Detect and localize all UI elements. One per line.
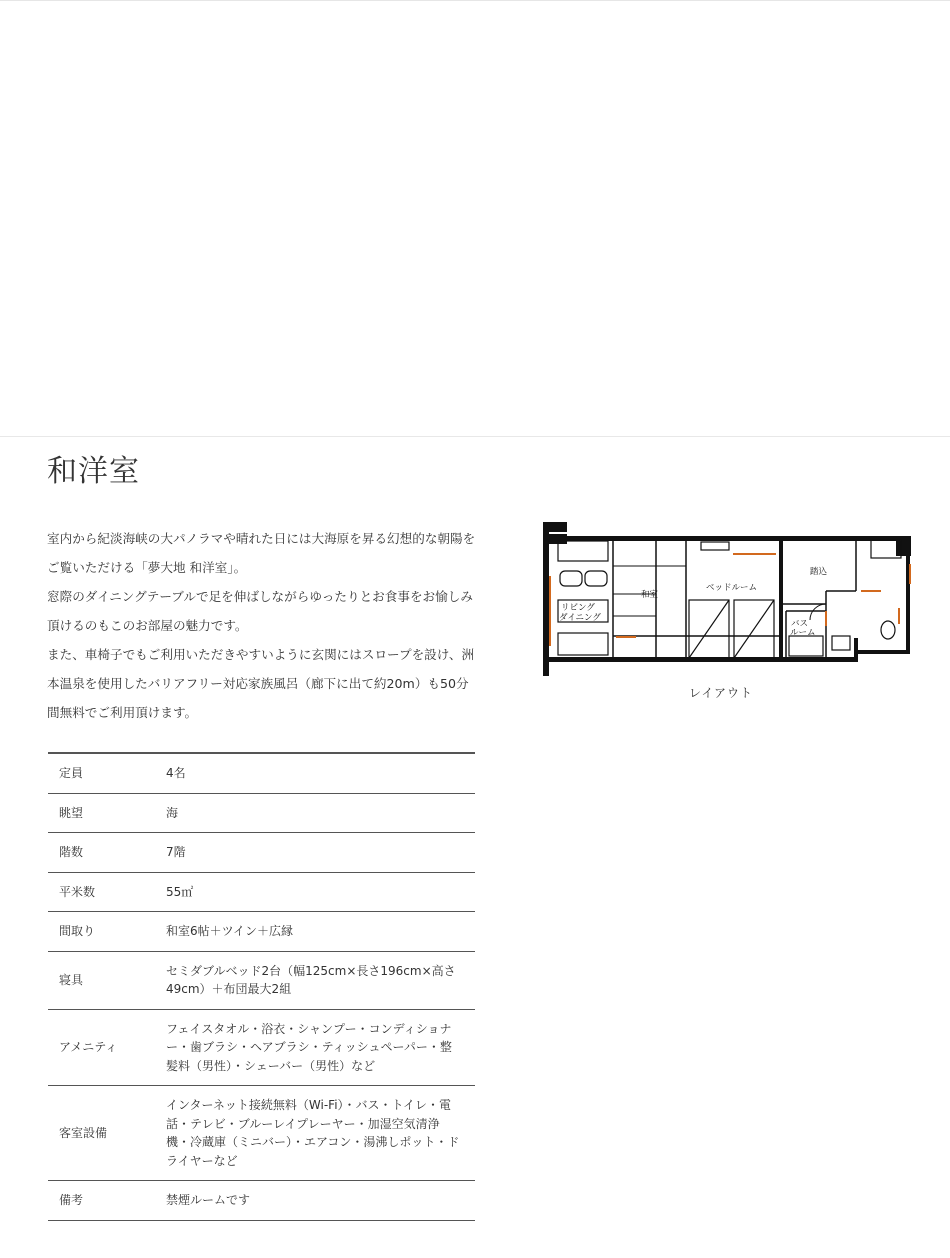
- spec-value: 和室6帖＋ツイン＋広縁: [166, 912, 475, 952]
- door-swing-icon: [810, 604, 826, 620]
- beds: [689, 542, 774, 658]
- spec-value: 禁煙ルームです: [166, 1181, 475, 1221]
- living-furniture: [558, 541, 608, 655]
- room-spec-table: [48, 752, 475, 1221]
- spec-label: アメニティ: [48, 1009, 166, 1086]
- spec-value: 海: [166, 793, 475, 833]
- spec-value: フェイスタオル・浴衣・シャンプー・コンディショナー・歯ブラシ・ヘアブラシ・ティッシュペーパー・整髪料（男性）・シェーバー（男性）など: [166, 1009, 475, 1086]
- bedroom-label: ベッドルーム: [706, 583, 758, 593]
- living-label: リビング: [561, 603, 595, 613]
- dining-label: ダイニング: [559, 613, 601, 623]
- table-row: [48, 912, 475, 952]
- spec-label: 備考: [48, 1181, 166, 1221]
- description-paragraph: また、車椅子でもご利用いただきやすいように玄関にはスロープを設け、洲本温泉を使用したバリアフリー対応家族風呂（廊下に出て約20m）も50分間無料でご利用頂けます。: [47, 647, 475, 720]
- washitsu-label: 和室: [641, 590, 659, 600]
- spec-label: 定員: [48, 753, 166, 793]
- spec-label: 客室設備: [48, 1086, 166, 1181]
- room-description: [47, 524, 477, 727]
- spec-label: 眺望: [48, 793, 166, 833]
- spec-value: 55㎡: [166, 872, 475, 912]
- table-row: [48, 833, 475, 873]
- spec-value: 7階: [166, 833, 475, 873]
- spec-label: 間取り: [48, 912, 166, 952]
- table-row: [48, 951, 475, 1009]
- room-title: 和洋室: [47, 454, 140, 489]
- table-row: [48, 1009, 475, 1086]
- floor-plan-diagram: [536, 516, 916, 682]
- section-divider: [0, 436, 950, 437]
- closet-label: 踏込: [810, 567, 828, 577]
- table-row: [48, 1086, 475, 1181]
- spec-label: 平米数: [48, 872, 166, 912]
- spec-label: 寝具: [48, 951, 166, 1009]
- description-paragraph: 窓際のダイニングテーブルで足を伸ばしながらゆったりとお食事をお愉しみ頂けるのもこのお部屋の魅力です。: [47, 589, 473, 633]
- description-paragraph: 室内から紀淡海峡の大パノラマや晴れた日には大海原を昇る幻想的な朝陽をご覧いただける「夢大地 和洋室」。: [47, 531, 476, 575]
- bath-fixtures: [789, 540, 901, 656]
- table-row: [48, 1181, 475, 1221]
- table-row: [48, 753, 475, 793]
- floor-plan-caption: レイアウト: [689, 686, 754, 700]
- spec-value: インターネット接続無料（Wi-Fi）・バス・トイレ・電話・テレビ・ブルーレイプレーヤー・加湿空気清浄機・冷蔵庫（ミニバー）・エアコン・湯沸しポット・ドライヤーなど: [166, 1086, 475, 1181]
- bath-label-2: ルーム: [790, 628, 816, 638]
- room-labels: [559, 566, 828, 638]
- table-row: [48, 793, 475, 833]
- table-row: [48, 872, 475, 912]
- room-photo-area: [0, 1, 950, 437]
- spec-label: 階数: [48, 833, 166, 873]
- bath-label-1: バス: [791, 619, 809, 629]
- spec-value: 4名: [166, 753, 475, 793]
- spec-value: セミダブルベッド2台（幅125cm×長さ196cm×高さ49cm）＋布団最大2組: [166, 951, 475, 1009]
